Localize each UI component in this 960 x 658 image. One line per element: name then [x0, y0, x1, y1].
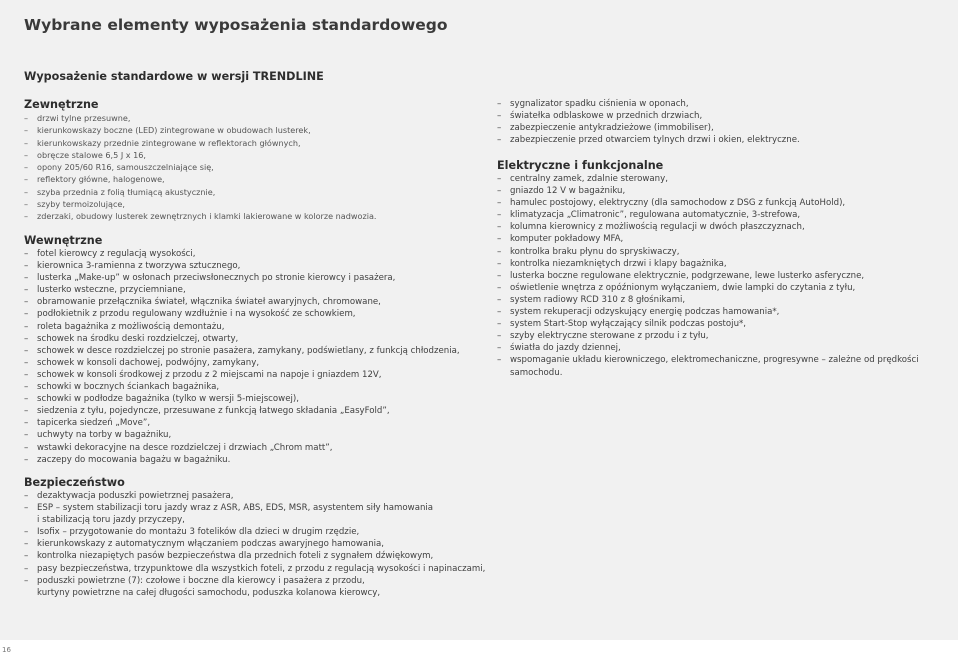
safety-list: [24, 490, 485, 599]
list-item: – schowek w desce rozdzielczej po stronie pasażera, zamykany, podświetlany, z funkcją chłodzenia,: [24, 345, 460, 357]
list-item: – siedzenia z tyłu, pojedyncze, przesuwane z funkcją łatwego składania „EasyFold”,: [24, 405, 460, 417]
list-item-text: – system rekuperacji odzyskujący energię podczas hamowania*,: [510, 307, 780, 318]
page-subtitle: Wyposażenie standardowe w wersji TRENDLINE: [24, 70, 324, 83]
exterior-list: [24, 112, 377, 223]
list-item: – wstawki dekoracyjne na desce rozdzielczej i drzwiach „Chrom matt”,: [24, 442, 460, 454]
section-electric: [497, 159, 919, 379]
list-item: – tapicerka siedzeń „Move”,: [24, 417, 460, 429]
list-item: [497, 221, 919, 233]
list-item: – podłokietnik z przodu regulowany wzdłużnie i na wysokość ze schowkiem,: [24, 308, 460, 320]
list-item: [497, 173, 919, 185]
list-item: [497, 270, 919, 282]
list-item: – obręcze stalowe 6,5 J x 16,: [24, 149, 377, 161]
list-item-continuation: i stabilizacją toru jazdy przyczepy,: [37, 515, 185, 526]
list-item-text: – Isofix – przygotowanie do montażu 3 fotelików dla dzieci w drugim rzędzie,: [37, 527, 360, 538]
list-item: [24, 526, 485, 538]
list-item: [497, 330, 919, 342]
list-item: [497, 306, 919, 318]
list-item-text: – dezaktywacja poduszki powietrznej pasażera,: [37, 491, 234, 501]
list-item: – kierownica 3-ramienna z tworzywa sztucznego,: [24, 260, 460, 272]
list-item: – zabezpieczenie przed otwarciem tylnych drzwi i okien, elektryczne.: [497, 134, 800, 146]
list-item-text: – ESP – system stabilizacji toru jazdy wraz z ASR, ABS, EDS, MSR, asystentem siły hamowania: [37, 503, 434, 514]
list-item-text: – kierunkowskazy z automatycznym włączaniem podczas awaryjnego hamowania,: [37, 539, 385, 550]
section-interior: [24, 234, 460, 466]
section-heading-interior: Wewnętrzne: [24, 234, 103, 247]
list-item-text: – lusterka boczne regulowane elektrycznie, podgrzewane, lewe lusterko asferyczne,: [510, 270, 865, 281]
list-item: – światełka odblaskowe w przednich drzwiach,: [497, 110, 800, 122]
list-item-text: – światła do jazdy dziennej,: [510, 343, 621, 354]
list-item-text: – kontrolka niezapiętych pasów bezpieczeństwa dla przednich foteli z sygnałem dźwiękowym,: [37, 551, 434, 562]
list-item: [497, 197, 919, 209]
list-item-text: – kolumna kierownicy z możliwością regulacji w dwóch płaszczyznach,: [510, 222, 805, 233]
list-item: – sygnalizator spadku ciśnienia w oponach,: [497, 98, 800, 110]
list-item: – schowek w konsoli środkowej z przodu z 2 miejscami na napoje i gniazdem 12V,: [24, 369, 460, 381]
list-item: – zderzaki, obudowy lusterek zewnętrznych i klamki lakierowane w kolorze nadwozia.: [24, 210, 377, 222]
list-item: – obramowanie przełącznika świateł, włącznika świateł awaryjnych, chromowane,: [24, 296, 460, 308]
section-heading-safety: Bezpieczeństwo: [24, 476, 125, 489]
section-exterior-continued: [497, 98, 800, 146]
list-item: – uchwyty na torby w bagażniku,: [24, 429, 460, 441]
list-item-text: – system radiowy RCD 310 z 8 głośnikami,: [510, 294, 686, 305]
list-item: [497, 209, 919, 221]
list-item: – reflektory główne, halogenowe,: [24, 173, 377, 185]
section-heading-electric: Elektryczne i funkcjonalne: [497, 159, 664, 172]
list-item: [24, 575, 485, 599]
list-item: – kierunkowskazy przednie zintegrowane w reflektorach głównych,: [24, 137, 377, 149]
list-item-text: – kontrolka niezamkniętych drzwi i klapy bagażnika,: [510, 258, 727, 269]
electric-list: [497, 173, 919, 379]
section-heading-exterior: Zewnętrzne: [24, 98, 99, 111]
list-item: [497, 258, 919, 270]
list-item-text: – klimatyzacja „Climatronic”, regulowana automatycznie, 3-strefowa,: [510, 210, 801, 221]
list-item: – drzwi tylne przesuwne,: [24, 112, 377, 124]
list-item: [24, 538, 485, 550]
list-item-continuation: kurtyny powietrzne na całej długości samochodu, poduszka kolanowa kierowcy,: [37, 587, 381, 598]
list-item: – schowek w konsoli dachowej, podwójny, zamykany,: [24, 357, 460, 369]
list-item-text: – centralny zamek, zdalnie sterowany,: [510, 174, 668, 184]
list-item: – lusterka „Make-up” w osłonach przeciwsłonecznych po stronie kierowcy i pasażera,: [24, 272, 460, 284]
list-item: – zaczepy do mocowania bagażu w bagażniku.: [24, 454, 460, 466]
list-item: – schowek na środku deski rozdzielczej, otwarty,: [24, 333, 460, 345]
list-item: – szyba przednia z folią tłumiącą akustycznie,: [24, 186, 377, 198]
list-item-text: – gniazdo 12 V w bagażniku,: [510, 186, 626, 197]
list-item: [497, 233, 919, 245]
interior-list: [24, 248, 460, 466]
section-safety: [24, 476, 485, 599]
list-item-text: – wspomaganie układu kierowniczego, elektromechaniczne, progresywne – zależne od prędkości: [510, 355, 919, 366]
list-item: – szyby termoizolujące,: [24, 198, 377, 210]
section-exterior: [24, 98, 377, 223]
list-item: – schowki w bocznych ściankach bagażnika,: [24, 381, 460, 393]
list-item: [497, 318, 919, 330]
list-item: – schowki w podłodze bagażnika (tylko w wersji 5-miejscowej),: [24, 393, 460, 405]
list-item: – opony 205/60 R16, samouszczelniające się,: [24, 161, 377, 173]
list-item: – roleta bagażnika z możliwością demontażu,: [24, 321, 460, 333]
list-item: [497, 342, 919, 354]
list-item: [24, 563, 485, 575]
list-item: [24, 490, 485, 502]
list-item: [24, 550, 485, 562]
list-item-text: – oświetlenie wnętrza z opóźnionym wyłączaniem, dwie lampki do czytania z tyłu,: [510, 282, 856, 293]
list-item-text: – poduszki powietrzne (7): czołowe i boczne dla kierowcy i pasażera z przodu,: [37, 575, 365, 586]
list-item: – zabezpieczenie antykradzieżowe (immobiliser),: [497, 122, 800, 134]
list-item-text: – komputer pokładowy MFA,: [510, 234, 624, 245]
list-item-continuation: samochodu.: [510, 367, 563, 378]
exterior-continued-list: [497, 98, 800, 146]
page-title: Wybrane elementy wyposażenia standardowego: [24, 16, 448, 34]
page-number: 16: [2, 646, 11, 654]
list-item: [497, 246, 919, 258]
list-item: [497, 185, 919, 197]
list-item-text: – system Start-Stop wyłączający silnik podczas postoju*,: [510, 319, 747, 330]
list-item-text: – kontrolka braku płynu do spryskiwaczy,: [510, 246, 680, 257]
list-item: [497, 282, 919, 294]
list-item: – lusterko wsteczne, przyciemniane,: [24, 284, 460, 296]
list-item-text: – pasy bezpieczeństwa, trzypunktowe dla wszystkich foteli, z przodu z regulacją wysokości i napinaczami,: [37, 563, 486, 574]
list-item: – fotel kierowcy z regulacją wysokości,: [24, 248, 460, 260]
list-item: – kierunkowskazy boczne (LED) zintegrowane w obudowach lusterek,: [24, 124, 377, 136]
list-item: [497, 354, 919, 378]
list-item: [497, 294, 919, 306]
list-item: [24, 502, 485, 526]
list-item-text: – hamulec postojowy, elektryczny (dla samochodow z DSG z funkcją AutoHold),: [510, 198, 846, 209]
list-item-text: – szyby elektryczne sterowane z przodu i z tyłu,: [510, 331, 709, 342]
